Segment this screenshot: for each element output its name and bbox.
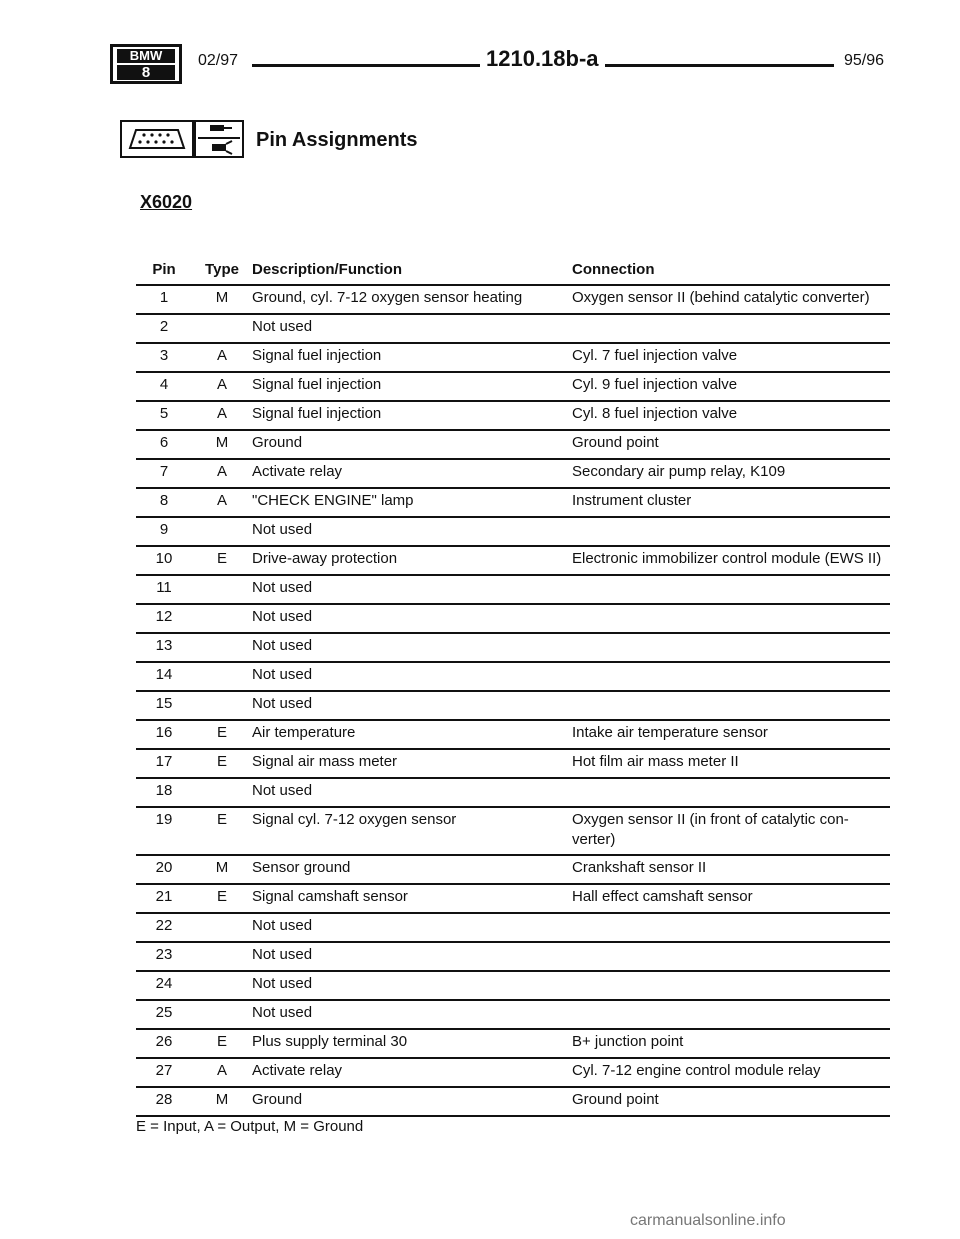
description-cell: Not used [252, 1004, 313, 1021]
description-cell: Ground [252, 434, 303, 451]
connection-cell [572, 604, 890, 633]
description-cell: Signal camshaft sensor [252, 888, 408, 905]
table-row [136, 778, 890, 807]
pin-cell: 1 [159, 289, 169, 306]
table-row [136, 459, 890, 488]
header-rule-right [596, 64, 834, 67]
pin-cell: 14 [155, 666, 173, 683]
connection-cell: Oxygen sensor II (behind catalytic converter) [572, 289, 870, 306]
pin-cell: 12 [155, 608, 173, 625]
type-cell [192, 971, 252, 1000]
type-cell [192, 913, 252, 942]
type-cell: E [216, 753, 227, 770]
table-row [136, 691, 890, 720]
type-cell: A [216, 1062, 227, 1079]
type-cell [192, 575, 252, 604]
connection-cell: Cyl. 7 fuel injection valve [572, 347, 738, 364]
type-cell: A [216, 405, 227, 422]
plug-icon [194, 120, 244, 158]
description-cell: Not used [252, 579, 313, 596]
connection-cell [572, 1000, 890, 1029]
connector-icon [120, 120, 194, 158]
connection-cell [572, 633, 890, 662]
description-cell: Signal fuel injection [252, 405, 382, 422]
table-row [136, 517, 890, 546]
table-row [136, 807, 890, 855]
description-cell: Signal fuel injection [252, 376, 382, 393]
column-header-pin: Pin [152, 260, 176, 278]
description-cell: Not used [252, 782, 313, 799]
table-row [136, 884, 890, 913]
connection-cell [572, 517, 890, 546]
connection-cell [572, 913, 890, 942]
section-title: Pin Assignments [256, 129, 418, 151]
type-cell: M [215, 434, 229, 451]
pin-cell: 19 [155, 811, 173, 828]
footer-watermark: carmanualsonline.info [630, 1212, 786, 1229]
type-cell: M [215, 859, 229, 876]
connector-id: X6020 [140, 192, 193, 212]
description-cell: Ground [252, 1091, 303, 1108]
type-cell: E [216, 550, 227, 567]
logo-top-text: BMW [117, 49, 175, 63]
connection-cell: Electronic immobilizer control module (EWS II) [572, 550, 882, 567]
description-cell: Signal fuel injection [252, 347, 382, 364]
type-cell: A [216, 463, 227, 480]
pin-cell: 3 [159, 347, 169, 364]
table-row [136, 604, 890, 633]
connection-cell [572, 314, 890, 343]
table-row [136, 575, 890, 604]
connection-cell: Ground point [572, 434, 659, 451]
description-cell: "CHECK ENGINE" lamp [252, 492, 414, 509]
connection-cell: B+ junction point [572, 1033, 684, 1050]
table-row [136, 430, 890, 459]
connection-cell [572, 778, 890, 807]
connection-cell: Cyl. 8 fuel injection valve [572, 405, 738, 422]
pin-cell: 24 [155, 975, 173, 992]
connection-cell [572, 662, 890, 691]
table-row [136, 546, 890, 575]
type-cell [192, 1000, 252, 1029]
description-cell: Not used [252, 975, 313, 992]
bmw-logo [110, 44, 182, 84]
pin-assignment-table [136, 254, 890, 1117]
pin-cell: 22 [155, 917, 173, 934]
pin-cell: 9 [159, 521, 169, 538]
table-row [136, 1058, 890, 1087]
connection-cell: Crankshaft sensor II [572, 859, 707, 876]
pin-cell: 13 [155, 637, 173, 654]
table-row [136, 913, 890, 942]
type-cell [192, 778, 252, 807]
table-row [136, 401, 890, 430]
type-cell: M [215, 289, 229, 306]
pin-cell: 25 [155, 1004, 173, 1021]
table-row [136, 662, 890, 691]
pin-cell: 17 [155, 753, 173, 770]
description-cell: Not used [252, 917, 313, 934]
description-cell: Not used [252, 608, 313, 625]
connection-cell: Cyl. 9 fuel injection valve [572, 376, 738, 393]
pin-cell: 28 [155, 1091, 173, 1108]
type-cell: A [216, 347, 227, 364]
type-cell [192, 314, 252, 343]
table-row [136, 942, 890, 971]
column-header-connection: Connection [572, 260, 655, 278]
pin-cell: 8 [159, 492, 169, 509]
pin-cell: 10 [155, 550, 173, 567]
connection-cell [572, 942, 890, 971]
column-header-description: Description/Function [252, 260, 402, 278]
type-cell [192, 633, 252, 662]
header-model-year: 95/96 [844, 52, 885, 69]
page-header [110, 44, 884, 88]
connection-cell: Cyl. 7-12 engine control module relay [572, 1062, 821, 1079]
connection-cell [572, 691, 890, 720]
pin-cell: 7 [159, 463, 169, 480]
pin-cell: 4 [159, 376, 169, 393]
connection-cell: Hot film air mass meter II [572, 753, 739, 770]
table-row [136, 633, 890, 662]
table-header-row [136, 254, 890, 285]
description-cell: Activate relay [252, 463, 343, 480]
type-cell: M [215, 1091, 229, 1108]
pin-cell: 2 [159, 318, 169, 335]
description-cell: Signal cyl. 7-12 oxygen sensor [252, 811, 457, 828]
table-row [136, 855, 890, 884]
header-date: 02/97 [198, 52, 239, 69]
connection-cell: Oxygen sensor II (in front of catalytic con-verter) [572, 811, 849, 848]
connection-cell: Intake air temperature sensor [572, 724, 768, 741]
table-row [136, 372, 890, 401]
pin-cell: 21 [155, 888, 173, 905]
table-row [136, 488, 890, 517]
description-cell: Not used [252, 521, 313, 538]
description-cell: Ground, cyl. 7-12 oxygen sensor heating [252, 289, 523, 306]
connection-cell: Ground point [572, 1091, 659, 1108]
description-cell: Drive-away protection [252, 550, 398, 567]
pin-cell: 11 [156, 579, 172, 596]
description-cell: Signal air mass meter [252, 753, 398, 770]
description-cell: Activate relay [252, 1062, 343, 1079]
table-row [136, 314, 890, 343]
pin-cell: 6 [159, 434, 169, 451]
table-row [136, 285, 890, 314]
type-cell: E [216, 1033, 227, 1050]
type-cell [192, 942, 252, 971]
description-cell: Not used [252, 666, 313, 683]
logo-bottom-text: 8 [117, 65, 175, 80]
type-cell [192, 662, 252, 691]
pin-cell: 5 [159, 405, 169, 422]
pin-cell: 27 [155, 1062, 173, 1079]
table-row [136, 971, 890, 1000]
description-cell: Not used [252, 695, 313, 712]
connection-cell [572, 971, 890, 1000]
description-cell: Not used [252, 318, 313, 335]
pin-cell: 26 [155, 1033, 173, 1050]
table-row [136, 749, 890, 778]
type-cell [192, 517, 252, 546]
connection-cell: Secondary air pump relay, K109 [572, 463, 786, 480]
type-legend: E = Input, A = Output, M = Ground [136, 1118, 364, 1135]
type-cell [192, 691, 252, 720]
type-cell: E [216, 724, 227, 741]
type-cell: A [216, 492, 227, 509]
description-cell: Plus supply terminal 30 [252, 1033, 408, 1050]
table-row [136, 1029, 890, 1058]
pin-cell: 23 [155, 946, 173, 963]
table-row [136, 720, 890, 749]
column-header-type: Type [205, 260, 239, 278]
description-cell: Not used [252, 946, 313, 963]
document-code: 1210.18b-a [480, 46, 605, 72]
connection-cell: Instrument cluster [572, 492, 692, 509]
description-cell: Sensor ground [252, 859, 351, 876]
type-cell [192, 604, 252, 633]
table-row [136, 1087, 890, 1116]
connection-cell: Hall effect camshaft sensor [572, 888, 753, 905]
description-cell: Air temperature [252, 724, 356, 741]
pin-cell: 18 [155, 782, 173, 799]
pin-cell: 20 [155, 859, 173, 876]
pin-cell: 16 [155, 724, 173, 741]
table-row [136, 343, 890, 372]
type-cell: E [216, 888, 227, 905]
type-cell: A [216, 376, 227, 393]
pin-cell: 15 [155, 695, 173, 712]
type-cell: E [216, 811, 227, 828]
connection-cell [572, 575, 890, 604]
table-row [136, 1000, 890, 1029]
description-cell: Not used [252, 637, 313, 654]
